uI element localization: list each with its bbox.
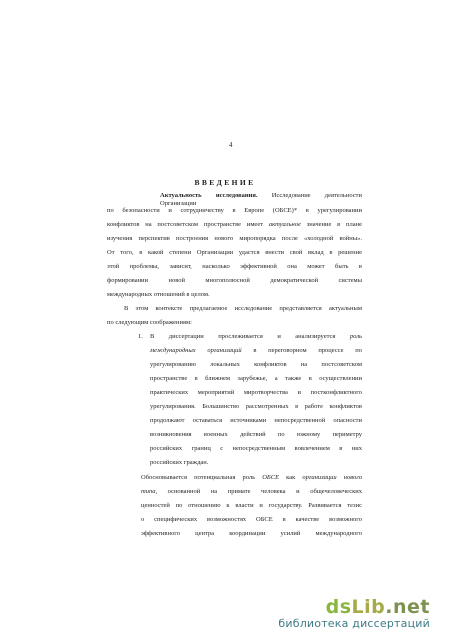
- text-line: продолжают оставаться источниками непосредственной опасности: [150, 417, 362, 424]
- section-heading: ВВЕДЕНИЕ: [194, 178, 256, 187]
- italic-term: роль: [349, 333, 362, 340]
- text-span: В диссертации прослеживается и анализируется: [150, 333, 350, 340]
- text-line: по следующим соображениям:: [107, 319, 192, 326]
- text-line: [141, 474, 362, 483]
- italic-term: международных организаций: [150, 347, 242, 354]
- text-line: эффективного центра координации усилий международного: [141, 530, 362, 537]
- text-line: урегулированию локальных конфликтов на постсоветском: [150, 361, 362, 368]
- text-line: В этом контексте предлагаемое исследование представляется актуальным: [124, 305, 362, 312]
- text-span: конфликтов на постсоветском пространстве имеет: [107, 221, 269, 228]
- italic-term: ОБСЕ: [262, 474, 280, 481]
- watermark: [278, 596, 430, 630]
- text-span: значение в плане: [300, 221, 362, 228]
- text-line: [150, 347, 362, 356]
- bold-term: Актуальность исследования.: [160, 192, 258, 199]
- text-line: От того, в какой степени Организации удастся внести свой вклад в решение: [107, 249, 362, 256]
- dslib-logo: [278, 596, 430, 618]
- italic-term: организации нового: [302, 474, 362, 481]
- text-line: изучения перспектив построения нового миропорядка после «холодной войны».: [107, 235, 362, 242]
- text-span: , основанной на примате человека и общечеловеческих: [155, 488, 362, 495]
- text-line: по безопасности и сотрудничеству в Европе (ОБСЕ)* в урегулировании: [107, 207, 362, 214]
- italic-term: типа: [141, 488, 156, 495]
- text-span: как: [279, 474, 303, 481]
- page-number: 4: [229, 141, 233, 149]
- text-line: практических мероприятий миротворчества и постконфликтного: [150, 389, 362, 396]
- text-line: этой проблемы, зависит, насколько эффективной она может быть в: [107, 263, 362, 270]
- logo-part: ds: [325, 596, 352, 618]
- logo-part: Lib: [351, 596, 386, 618]
- text-line: о специфических возможностях ОБСЕ в качестве возможного: [141, 516, 362, 523]
- text-line: российских границ с непосредственным вовлечением в них: [150, 445, 362, 452]
- text-line: ценностей по отношению к власти и государству. Развивается тезис: [141, 502, 362, 509]
- text-span: Исследование деятельности Организации: [160, 192, 362, 207]
- italic-term: актуальное: [268, 221, 301, 228]
- list-item-number: 1.: [138, 333, 143, 340]
- text-span: в переговорном процессе по: [241, 347, 362, 354]
- text-line: [141, 488, 362, 497]
- text-line: урегулирования. Большинство рассмотренных в работе конфликтов: [150, 403, 362, 410]
- text-span: Обосновывается потенциальная роль: [141, 474, 263, 481]
- text-line: [150, 333, 362, 342]
- text-line: [160, 192, 362, 207]
- text-line: [107, 221, 362, 230]
- watermark-subtitle: библиотека диссертаций: [278, 617, 430, 630]
- text-line: российских граждан.: [150, 459, 209, 466]
- text-line: международных отношений в целом.: [107, 291, 210, 298]
- text-line: пространстве в ближнем зарубежье, а также в осуществлении: [150, 375, 362, 382]
- text-line: возникновения военных действий по южному периметру: [150, 431, 362, 438]
- logo-part: .net: [385, 596, 430, 618]
- text-line: формировании новой многополюсной демократической системы: [107, 277, 362, 284]
